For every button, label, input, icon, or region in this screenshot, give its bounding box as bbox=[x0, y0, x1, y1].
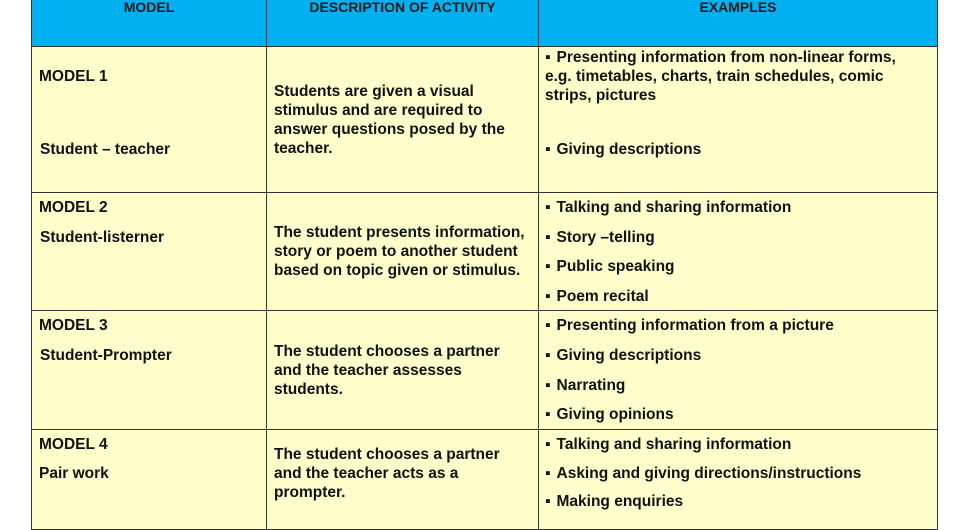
model-role: Student – teacher bbox=[40, 141, 171, 158]
description-line: answer questions posed by the bbox=[274, 121, 505, 138]
example-item: ▪ Presenting information from a picture bbox=[545, 316, 834, 335]
example-item: ▪ Narrating bbox=[545, 376, 625, 395]
examples-cell bbox=[539, 193, 938, 311]
description-line: prompter. bbox=[274, 484, 346, 501]
example-item-cont: strips, pictures bbox=[545, 87, 657, 104]
example-item: ▪ Talking and sharing information bbox=[545, 435, 791, 454]
example-item-cont: e.g. timetables, charts, train schedules, comic bbox=[545, 68, 884, 85]
examples-cell bbox=[539, 430, 938, 530]
model-role: Student-Prompter bbox=[40, 347, 172, 364]
example-item: ▪ Talking and sharing information bbox=[545, 198, 791, 217]
model-cell bbox=[32, 430, 267, 530]
header-description: DESCRIPTION OF ACTIVITY bbox=[267, 0, 539, 47]
example-item: ▪ Presenting information from non-linear forms, bbox=[545, 48, 896, 67]
examples-cell bbox=[539, 47, 938, 193]
example-item: ▪ Poem recital bbox=[545, 287, 649, 306]
example-item: ▪ Story –telling bbox=[545, 228, 655, 247]
example-item: ▪ Asking and giving directions/instructions bbox=[545, 464, 861, 483]
model-cell bbox=[32, 193, 267, 311]
model-cell bbox=[32, 311, 267, 430]
model-label: MODEL 3 bbox=[39, 317, 108, 334]
example-item: ▪ Giving descriptions bbox=[545, 346, 701, 365]
table-header bbox=[32, 0, 938, 47]
model-role: Pair work bbox=[39, 465, 109, 482]
description-cell bbox=[267, 193, 539, 311]
description-line: The student presents information, bbox=[274, 224, 525, 241]
table-row bbox=[32, 47, 938, 193]
description-line: and the teacher assesses bbox=[274, 362, 462, 379]
description-line: based on topic given or stimulus. bbox=[274, 262, 521, 279]
models-table bbox=[31, 0, 938, 530]
model-label: MODEL 1 bbox=[39, 68, 108, 85]
example-item: ▪ Giving opinions bbox=[545, 405, 674, 424]
examples-cell bbox=[539, 311, 938, 430]
example-item: ▪ Giving descriptions bbox=[545, 140, 701, 159]
header-examples: EXAMPLES bbox=[539, 0, 938, 47]
description-cell bbox=[267, 47, 539, 193]
header-model: MODEL bbox=[32, 0, 267, 47]
table-row bbox=[32, 193, 938, 311]
description-cell bbox=[267, 430, 539, 530]
description-line: story or poem to another student bbox=[274, 243, 518, 260]
description-line: The student chooses a partner bbox=[274, 343, 500, 360]
table-row bbox=[32, 311, 938, 430]
model-cell bbox=[32, 47, 267, 193]
description-cell bbox=[267, 311, 539, 430]
table-row bbox=[32, 430, 938, 530]
description-line: The student chooses a partner bbox=[274, 446, 500, 463]
description-line: stimulus and are required to bbox=[274, 102, 483, 119]
description-line: and the teacher acts as a bbox=[274, 465, 459, 482]
description-line: students. bbox=[274, 381, 343, 398]
example-item: ▪ Making enquiries bbox=[545, 492, 683, 511]
description-line: teacher. bbox=[274, 140, 333, 157]
example-item: ▪ Public speaking bbox=[545, 257, 675, 276]
model-label: MODEL 4 bbox=[39, 436, 108, 453]
model-role: Student-listerner bbox=[40, 229, 165, 246]
model-label: MODEL 2 bbox=[39, 199, 108, 216]
description-line: Students are given a visual bbox=[274, 83, 474, 100]
